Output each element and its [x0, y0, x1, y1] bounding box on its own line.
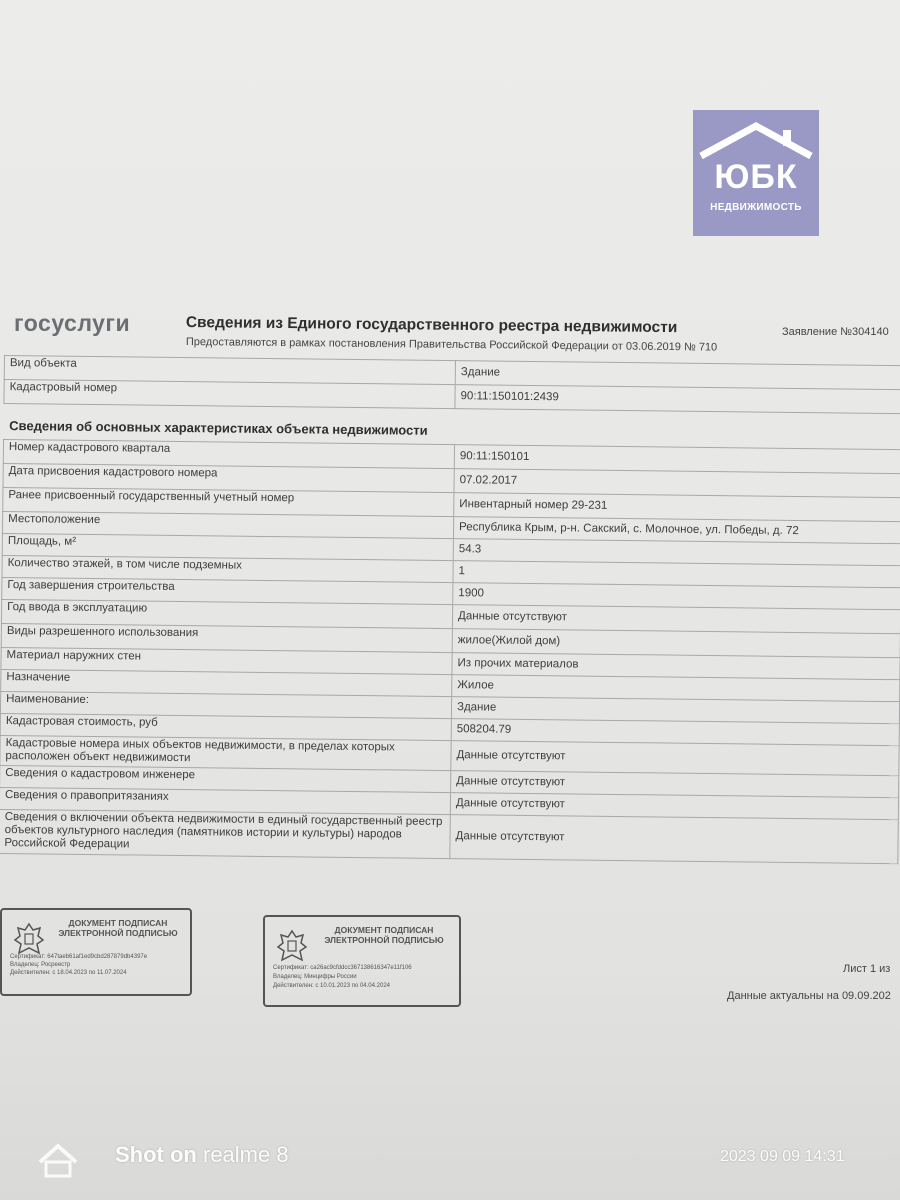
document-title: Сведения из Единого государственного реестра недвижимости: [185, 314, 678, 337]
characteristics-table: [0, 439, 900, 864]
field-label: Ранее присвоенный государственный учетный номер: [3, 487, 454, 516]
field-label: Наименование:: [0, 691, 451, 718]
stamp-owner: Владелец: Минцифры России: [273, 974, 357, 980]
watermark-house-icon: [36, 1140, 106, 1180]
watermark-datetime: 2023 09 09 14:31: [720, 1148, 845, 1165]
field-label: Год ввода в эксплуатацию: [1, 599, 452, 628]
field-label: Кадастровая стоимость, руб: [0, 713, 451, 740]
field-value: Данные отсутствуют: [452, 605, 900, 634]
field-value: 1900: [453, 583, 900, 610]
data-actual-date: Данные актуальны на 09.09.202: [727, 990, 891, 1002]
field-label: Материал наружних стен: [1, 647, 452, 674]
field-label: Местоположение: [2, 511, 453, 538]
field-label: Сведения о кадастровом инженере: [0, 765, 451, 792]
field-label: Кадастровый номер: [4, 380, 455, 409]
field-value: жилое(Жилой дом): [452, 629, 900, 658]
stamp-validity: Действителен: с 18.04.2023 по 11.07.2024: [10, 970, 127, 976]
document-body: [0, 355, 900, 864]
field-label: Виды разрешенного использования: [1, 623, 452, 652]
sheet-number: Лист 1 из: [843, 963, 891, 975]
field-label: Назначение: [1, 669, 452, 696]
field-value: 54.3: [453, 539, 900, 566]
logo-brand: ЮБК: [714, 158, 798, 196]
stamp-owner: Владелец: Росреестр: [10, 962, 71, 968]
field-label: Номер кадастрового квартала: [3, 440, 454, 469]
stamp-validity: Действителен: с 10.01.2023 по 04.04.2024: [273, 983, 390, 989]
field-value: 90:11:150101: [454, 445, 900, 474]
field-label: Сведения о правопритязаниях: [0, 787, 451, 814]
field-label: Дата присвоения кадастрового номера: [3, 463, 454, 492]
field-label: Сведения о включении объекта недвижимости в единый государственный реестр объектов культурного наследия (памятников истории и культуры) народов Российской Федерации: [0, 809, 450, 858]
field-label: Количество этажей, в том числе подземных: [2, 555, 453, 582]
field-value: Данные отсутствуют: [450, 815, 898, 864]
field-value: Инвентарный номер 29-231: [454, 493, 900, 522]
field-label: Площадь, м²: [2, 533, 453, 560]
service-logo: госуслуги: [14, 310, 131, 336]
field-value: Данные отсутствуют: [451, 771, 899, 798]
field-value: Республика Крым, р-н. Сакский, с. Молочное, ул. Победы, д. 72: [453, 517, 900, 544]
section-title: Сведения об основных характеристиках объекта недвижимости: [9, 418, 428, 438]
watermark-shot-on: Shot on: [115, 1142, 197, 1167]
stamp-certificate: Сертификат: ca26ac9cfddcc367138616347e11f106: [273, 965, 412, 971]
field-value: Данные отсутствуют: [451, 741, 899, 776]
field-label: Вид объекта: [4, 356, 455, 385]
field-value: Здание: [455, 361, 900, 390]
watermark-device: realme 8: [203, 1142, 289, 1167]
field-value: Данные отсутствуют: [450, 793, 898, 820]
table-row: [0, 809, 898, 863]
logo-subtitle: НЕДВИЖИМОСТЬ: [710, 202, 802, 213]
stamp-title: ДОКУМЕНТ ПОДПИСАН ЭЛЕКТРОННОЙ ПОДПИСЬЮ: [58, 918, 178, 938]
field-value: 508204.79: [451, 719, 899, 746]
field-label: Кадастровые номера иных объектов недвижимости, в пределах которых расположен объект недвижимости: [0, 735, 451, 770]
signature-stamp-2: [263, 915, 461, 1007]
field-value: Из прочих материалов: [452, 653, 900, 680]
stamp-title: ДОКУМЕНТ ПОДПИСАН ЭЛЕКТРОННОЙ ПОДПИСЬЮ: [324, 925, 444, 945]
field-label: Год завершения строительства: [2, 577, 453, 604]
field-value: 07.02.2017: [454, 469, 900, 498]
agency-logo: [693, 110, 819, 236]
signature-stamp-1: [0, 908, 192, 996]
field-value: Жилое: [452, 675, 900, 702]
statement-number: Заявление №304140: [782, 326, 889, 338]
stamp-certificate: Сертификат: 647taeb61af1ed9cbd287879db4397e: [10, 954, 148, 960]
coat-of-arms-icon: [275, 927, 309, 967]
field-value: 1: [453, 561, 900, 588]
document-subtitle: Предоставляются в рамках постановления Правительства Российской Федерации от 03.06.2019 № 710: [185, 336, 718, 354]
field-value: 90:11:150101:2439: [455, 385, 900, 414]
camera-watermark: [115, 1142, 289, 1168]
field-value: Здание: [451, 697, 899, 724]
